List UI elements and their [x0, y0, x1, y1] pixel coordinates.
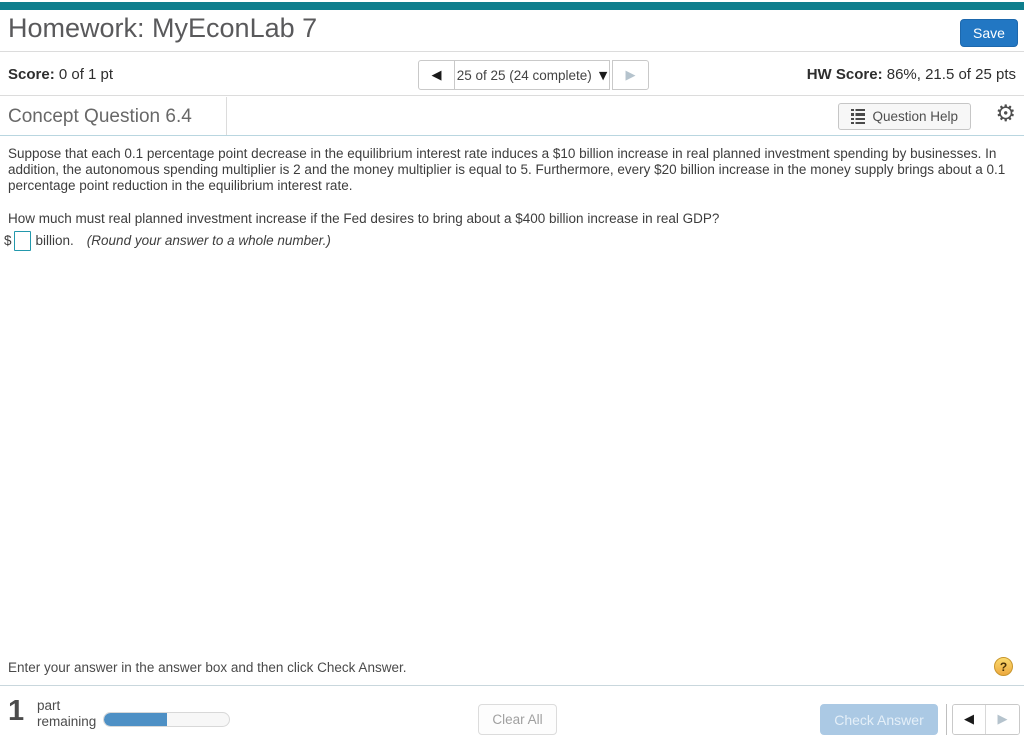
question-setup-paragraph: Suppose that each 0.1 percentage point decrease in the equilibrium interest rate induces a $10 billion increase in real planned investment spending by businesses. In addition, the autonomous spending multiplier is 2 and the money multiplier is equal to 5. Furthermore, every $20 billion increase in the money supply brings about a 0.1 percentage point reduction in the equilibrium interest rate.	[8, 146, 1006, 193]
question-navigation	[418, 60, 649, 90]
question-content	[0, 137, 1024, 251]
question-select-dropdown[interactable]	[454, 60, 610, 90]
answer-suffix: billion.	[35, 233, 74, 249]
question-prompt: How much must real planned investment increase if the Fed desires to bring about a $400 billion increase in real GDP?	[8, 210, 720, 226]
chevron-down-icon: ▼	[598, 68, 608, 82]
previous-question-button[interactable]: ◀	[418, 60, 455, 90]
next-part-button-disabled: ▶	[986, 705, 1019, 734]
question-select-label: 25 of 25 (24 complete)	[456, 67, 592, 83]
header-divider	[226, 97, 227, 135]
list-icon	[851, 109, 865, 125]
help-icon[interactable]: ?	[994, 657, 1013, 676]
previous-part-button[interactable]: ◀	[953, 705, 986, 734]
footer-navigation	[952, 704, 1020, 735]
top-accent-bar	[0, 2, 1024, 10]
rounding-hint: (Round your answer to a whole number.)	[86, 233, 331, 249]
next-question-button-disabled: ▶	[612, 60, 649, 90]
instruction-text: Enter your answer in the answer box and then click Check Answer.	[8, 660, 407, 675]
question-help-label: Question Help	[872, 109, 958, 124]
gear-icon[interactable]: ⚙	[995, 101, 1016, 127]
save-button[interactable]: Save	[960, 19, 1018, 47]
answer-input[interactable]	[14, 231, 31, 251]
parts-remaining-count: 1	[8, 695, 25, 727]
footer-divider	[946, 704, 947, 735]
parts-label-line1: part	[37, 698, 61, 713]
hw-score-text	[807, 66, 1016, 83]
instruction-row	[0, 648, 1024, 686]
title-row	[0, 10, 1024, 52]
answer-line	[4, 231, 1016, 251]
hw-score-value: 86%, 21.5 of 25 pts	[882, 66, 1016, 83]
score-row	[0, 53, 1024, 96]
clear-all-button[interactable]: Clear All	[478, 704, 557, 735]
check-answer-button[interactable]: Check Answer	[820, 704, 938, 735]
score-text	[8, 66, 113, 83]
parts-remaining-label	[37, 698, 96, 729]
footer-bar	[0, 687, 1024, 743]
progress-bar	[103, 712, 230, 727]
progress-fill	[104, 713, 167, 726]
score-value: 0 of 1 pt	[54, 66, 114, 83]
question-title: Concept Question 6.4	[8, 106, 192, 127]
hw-score-label: HW Score:	[806, 66, 883, 83]
page-title: Homework: MyEconLab 7	[8, 13, 318, 43]
answer-prefix: $	[4, 233, 12, 249]
score-label: Score:	[8, 66, 55, 83]
question-help-button[interactable]	[838, 103, 971, 130]
parts-label-line2: remaining	[37, 713, 97, 729]
question-header-row	[0, 97, 1024, 136]
